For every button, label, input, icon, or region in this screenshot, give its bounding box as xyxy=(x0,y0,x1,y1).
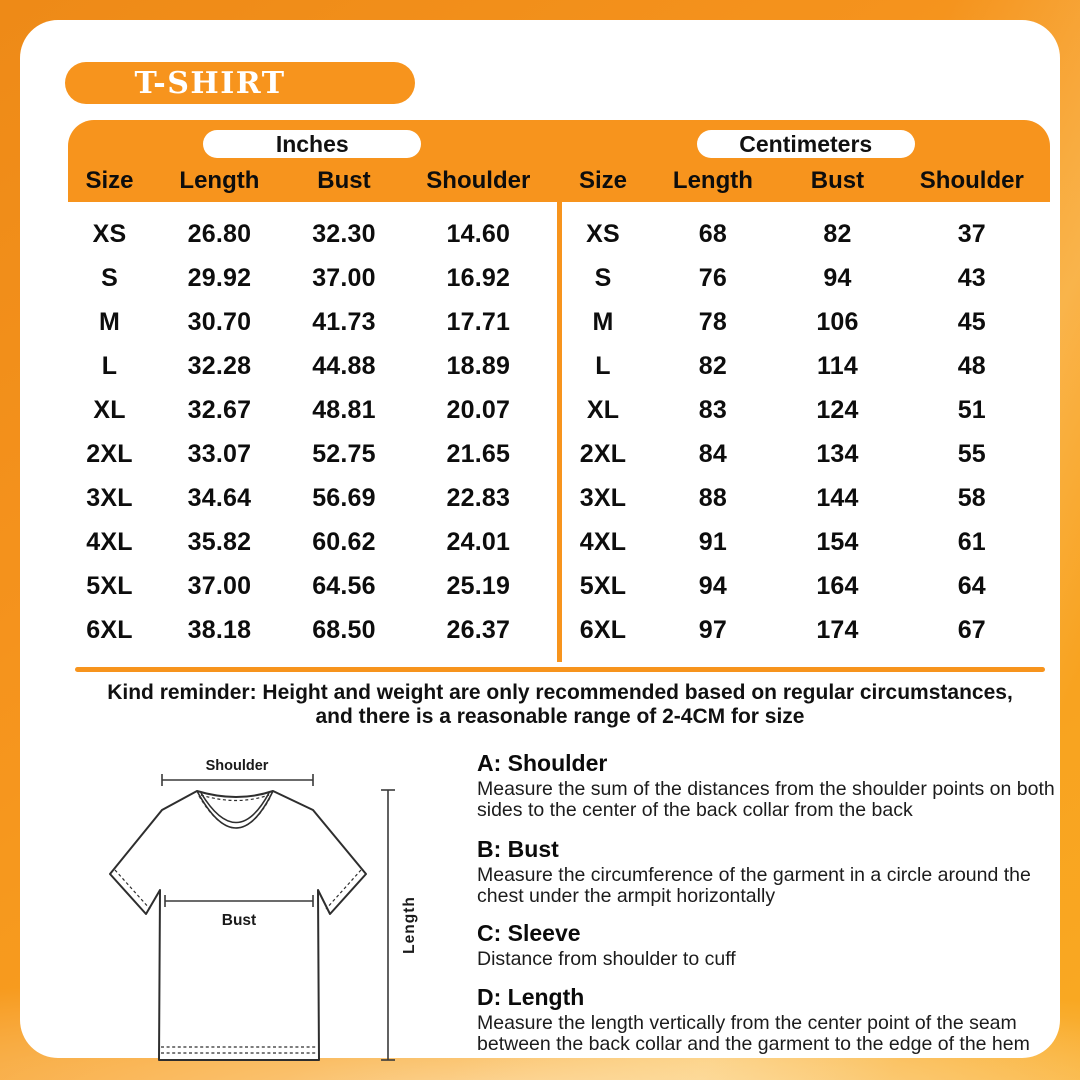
section-divider xyxy=(75,667,1045,672)
shoulder-cell: 48 xyxy=(957,351,986,380)
size-cell: 5XL xyxy=(86,571,133,600)
table-row xyxy=(68,388,557,432)
length-cell: 32.28 xyxy=(187,351,252,380)
shoulder-cell: 14.60 xyxy=(446,219,511,248)
table-row xyxy=(562,520,1051,564)
length-cell: 78 xyxy=(698,307,728,336)
guide-description: Distance from shoulder to cuff xyxy=(477,948,736,970)
size-cell: 2XL xyxy=(86,439,133,468)
bust-cell: 106 xyxy=(816,307,859,336)
inches-table xyxy=(68,202,557,665)
shoulder-cell: 22.83 xyxy=(446,483,511,512)
centimeters-table xyxy=(562,202,1051,665)
units-header-band xyxy=(68,120,1050,202)
length-cell: 97 xyxy=(698,615,728,644)
guide-item xyxy=(477,751,1069,821)
length-cell: 91 xyxy=(698,527,728,556)
shoulder-cell: 17.71 xyxy=(446,307,511,336)
size-cell: XL xyxy=(586,395,620,424)
shoulder-cell: 64 xyxy=(957,571,986,600)
guide-item xyxy=(477,985,1069,1055)
guide-description: Measure the sum of the distances from the shoulder points on both sides to the center of the back collar from the back xyxy=(477,778,1055,821)
bust-cell: 164 xyxy=(816,571,859,600)
size-cell: 2XL xyxy=(579,439,627,468)
shoulder-cell: 20.07 xyxy=(446,395,511,424)
size-cell: S xyxy=(594,263,612,292)
reminder-line: Kind reminder: Height and weight are only recommended based on regular circumstances, xyxy=(107,681,1013,704)
length-dimension-label: Length xyxy=(401,896,418,954)
length-cell: 68 xyxy=(698,219,728,248)
size-cell: XS xyxy=(92,219,127,248)
unit-pill-inches: Inches xyxy=(203,130,421,158)
inches-header xyxy=(68,120,557,202)
shoulder-cell: 67 xyxy=(957,615,986,644)
bust-cell: 94 xyxy=(823,263,852,292)
table-row xyxy=(562,608,1051,652)
table-row xyxy=(562,476,1051,520)
centimeters-column-headers xyxy=(562,167,1051,195)
size-cell: M xyxy=(99,307,121,336)
length-cell: 84 xyxy=(698,439,728,468)
shoulder-cell: 25.19 xyxy=(446,571,511,600)
table-row xyxy=(68,256,557,300)
length-cell: 34.64 xyxy=(187,483,252,512)
table-row xyxy=(68,564,557,608)
guide-description: Measure the circumference of the garment in a circle around the chest under the armpit horizontally xyxy=(477,864,1031,907)
bust-dimension-label: Bust xyxy=(221,912,257,929)
table-row xyxy=(68,608,557,652)
page-title: T-SHIRT xyxy=(65,62,415,104)
length-cell: 82 xyxy=(698,351,728,380)
size-cell: S xyxy=(101,263,118,292)
table-row xyxy=(68,344,557,388)
shoulder-cell: 55 xyxy=(957,439,986,468)
kind-reminder xyxy=(60,681,1060,729)
bust-cell: 56.69 xyxy=(312,483,376,512)
table-row xyxy=(68,300,557,344)
shoulder-cell: 26.37 xyxy=(446,615,511,644)
size-cell: XL xyxy=(93,395,126,424)
table-row xyxy=(562,388,1051,432)
column-header-length: Length xyxy=(179,167,260,194)
table-row xyxy=(562,564,1051,608)
unit-pill-centimeters: Centimeters xyxy=(697,130,915,158)
guide-heading: C: Sleeve xyxy=(477,920,581,946)
size-cell: L xyxy=(101,351,118,380)
bust-cell: 114 xyxy=(817,351,858,380)
bust-cell: 68.50 xyxy=(312,615,376,644)
shoulder-cell: 21.65 xyxy=(446,439,511,468)
bust-cell: 124 xyxy=(816,395,859,424)
length-cell: 38.18 xyxy=(187,615,252,644)
column-header-size: Size xyxy=(579,167,628,194)
shoulder-cell: 37 xyxy=(957,219,986,248)
length-measure-line xyxy=(381,790,395,1060)
length-cell: 32.67 xyxy=(187,395,252,424)
column-header-bust: Bust xyxy=(317,167,371,194)
shoulder-cell: 61 xyxy=(957,527,986,556)
length-cell: 30.70 xyxy=(187,307,252,336)
bust-cell: 41.73 xyxy=(312,307,376,336)
table-row xyxy=(68,520,557,564)
column-header-size: Size xyxy=(85,167,134,194)
centimeters-header xyxy=(562,120,1051,202)
length-cell: 83 xyxy=(698,395,728,424)
reminder-line: and there is a reasonable range of 2-4CM for size xyxy=(315,705,805,728)
column-header-shoulder: Shoulder xyxy=(426,167,531,194)
column-header-shoulder: Shoulder xyxy=(919,167,1024,194)
measurement-guide xyxy=(477,751,1069,1070)
bust-cell: 37.00 xyxy=(312,263,376,292)
size-cell: 4XL xyxy=(86,527,133,556)
guide-item xyxy=(477,921,1069,970)
guide-heading: D: Length xyxy=(477,984,585,1010)
size-chart-card xyxy=(20,20,1060,1058)
length-cell: 37.00 xyxy=(187,571,252,600)
guide-description: Measure the length vertically from the center point of the seam between the back collar and the garment to the edge of the hem xyxy=(477,1012,1030,1055)
bust-cell: 52.75 xyxy=(312,439,376,468)
guide-heading: A: Shoulder xyxy=(477,750,608,776)
length-cell: 33.07 xyxy=(187,439,252,468)
bust-cell: 154 xyxy=(816,527,859,556)
table-row xyxy=(68,432,557,476)
size-cell: L xyxy=(595,351,611,380)
size-tables xyxy=(68,202,1050,665)
shoulder-cell: 16.92 xyxy=(446,263,511,292)
table-row xyxy=(68,212,557,256)
size-cell: 5XL xyxy=(579,571,627,600)
shoulder-cell: 18.89 xyxy=(446,351,511,380)
guide-heading: B: Bust xyxy=(477,836,559,862)
shoulder-cell: 51 xyxy=(957,395,986,424)
tshirt-measurement-diagram xyxy=(80,748,470,1078)
length-cell: 88 xyxy=(698,483,728,512)
size-cell: 6XL xyxy=(86,615,133,644)
shoulder-dimension-label: Shoulder xyxy=(205,758,269,774)
table-row xyxy=(562,256,1051,300)
column-header-length: Length xyxy=(672,167,753,194)
length-cell: 94 xyxy=(698,571,728,600)
shoulder-cell: 58 xyxy=(957,483,986,512)
length-cell: 26.80 xyxy=(187,219,252,248)
size-cell: 3XL xyxy=(579,483,627,512)
length-cell: 29.92 xyxy=(187,263,252,292)
bust-cell: 44.88 xyxy=(312,351,376,380)
shoulder-cell: 43 xyxy=(957,263,986,292)
size-cell: 6XL xyxy=(579,615,627,644)
length-cell: 35.82 xyxy=(187,527,252,556)
inches-column-headers xyxy=(68,167,557,195)
bust-cell: 82 xyxy=(823,219,852,248)
size-cell: XS xyxy=(586,219,620,248)
table-row xyxy=(562,300,1051,344)
bust-cell: 134 xyxy=(816,439,859,468)
bust-cell: 48.81 xyxy=(312,395,376,424)
length-cell: 76 xyxy=(698,263,728,292)
shoulder-measure-line xyxy=(162,774,313,786)
table-row xyxy=(562,212,1051,256)
shoulder-cell: 24.01 xyxy=(446,527,511,556)
table-row xyxy=(562,432,1051,476)
table-row xyxy=(68,476,557,520)
size-cell: 3XL xyxy=(86,483,133,512)
size-cell: 4XL xyxy=(579,527,627,556)
size-cell: M xyxy=(592,307,614,336)
shoulder-cell: 45 xyxy=(957,307,986,336)
column-header-bust: Bust xyxy=(810,167,865,194)
bust-cell: 174 xyxy=(816,615,859,644)
bust-cell: 60.62 xyxy=(312,527,376,556)
guide-item xyxy=(477,837,1069,907)
bust-cell: 32.30 xyxy=(312,219,376,248)
bust-cell: 144 xyxy=(816,483,859,512)
table-row xyxy=(562,344,1051,388)
bust-cell: 64.56 xyxy=(312,571,376,600)
